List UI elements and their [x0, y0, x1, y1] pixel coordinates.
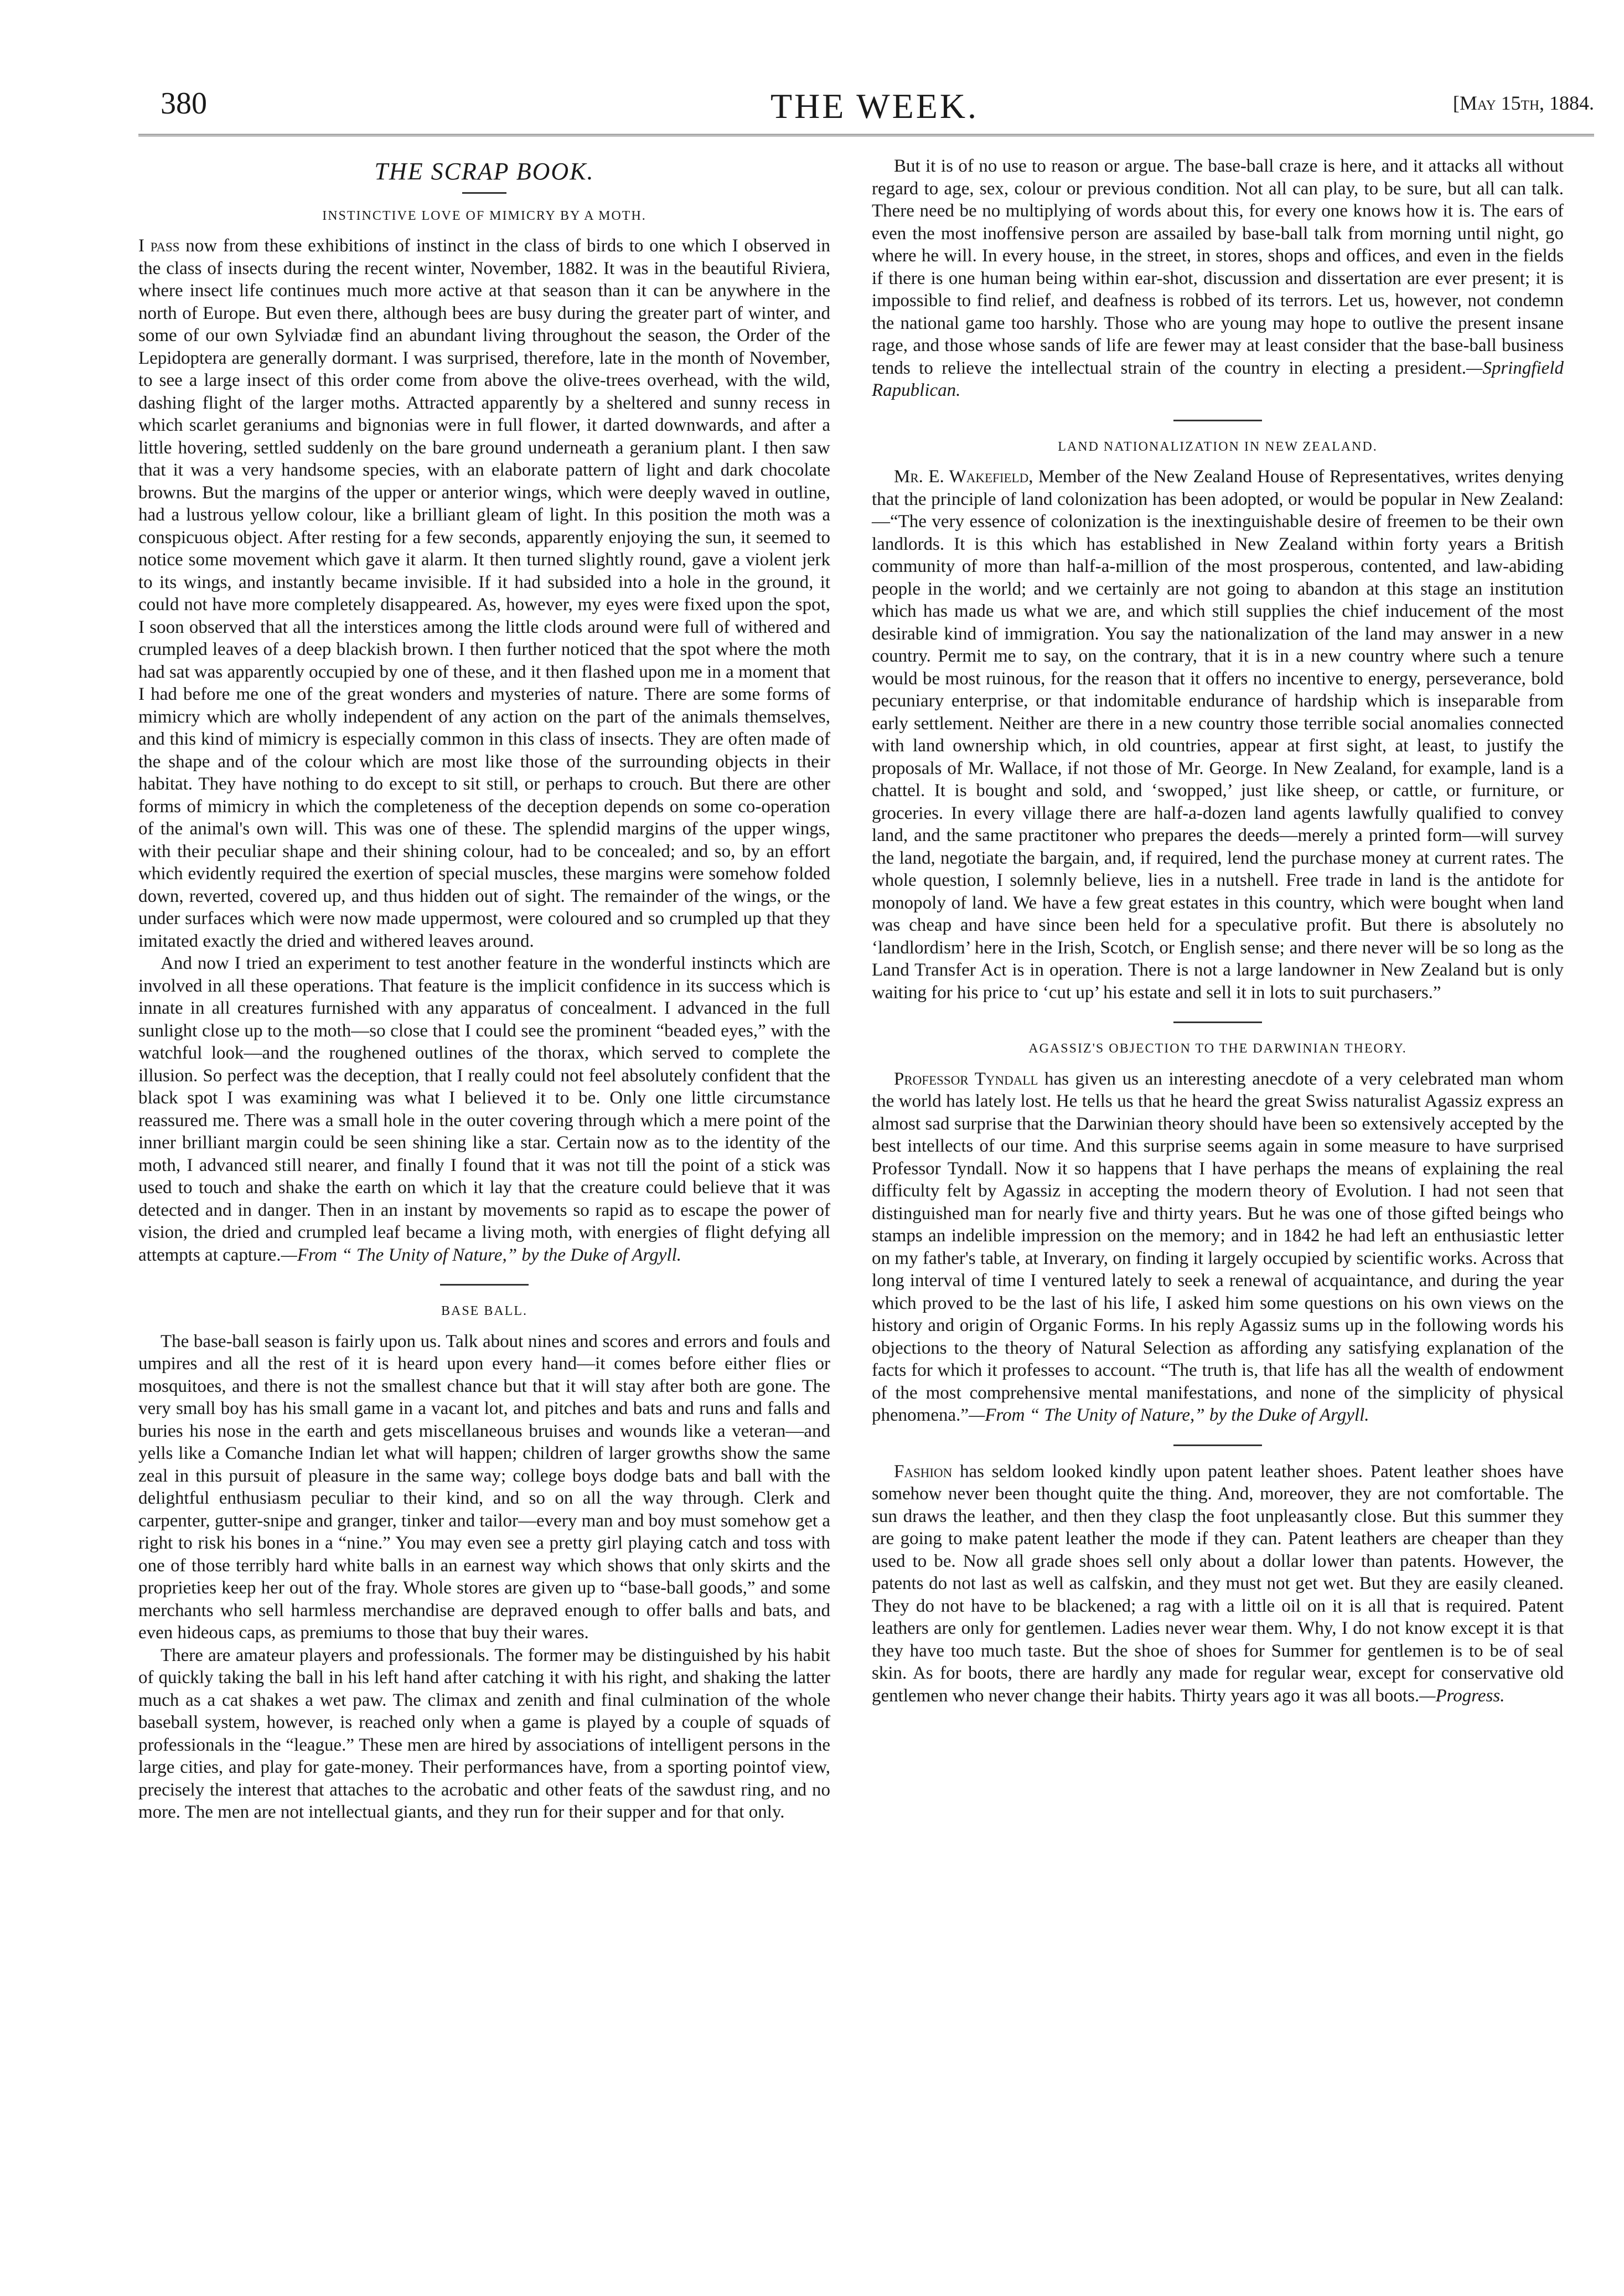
article-land: [872, 436, 1564, 1004]
title-rule: [462, 192, 506, 194]
source-citation: —From “ The Unity of Nature,” by the Duke of Argyll.: [969, 1405, 1369, 1425]
paragraph-text: And now I tried an experiment to test another feature in the wonderful instincts which are involved in all these operations. That feature is the implicit confidence in its success which is innate in all creatures furnished with any apparatus of concealment. I advanced in the full sunlight close up to the moth—so close that I could see the prominent “beaded eyes,” with the watchful look—and the roughened outlines of the thorax, which served to complete the illusion. So perfect was the deception, that I really could not feel absolutely confident that the black spot I was examining was what I believed it to be. Only one little circumstance reassured me. There was a small hole in the outer covering through which a mere point of the inner brilliant margin could be seen shining like a star. Certain now as to the identity of the moth, I advanced still nearer, and finally I found that it was not till the point of a stick was used to touch and shake the earth on which it lay that the creature could believe that it was detected and in danger. Then in an instant by movements so rapid as to escape the power of vision, the dried and crumpled leaf became a living moth, with energies of flight defying all attempts at capture.: [138, 953, 830, 1265]
article-paragraph: There are amateur players and professionals. The former may be distinguished by his habit of quickly taking the ball in his left hand after catching it with his right, and shaking the latter much as a cat shakes a wet paw. The climax and zenith and final culmination of the whole baseball system, however, is reached only when a game is played by a couple of squads of professionals in the “league.” These men are hired by associations of intelligent persons in the large cities, and play for gate-money. Their performances have, from a sporting pointof view, precisely the interest that attaches to the acrobatic and other feats of the sawdust ring, and no more. The men are not intellectual giants, and they run for their supper and for that only.: [138, 1645, 830, 1822]
article-paragraph: [872, 1068, 1564, 1427]
article-baseball-continued: [872, 155, 1564, 402]
lead-words: Professor Tyndall: [894, 1069, 1038, 1089]
article-heading: AGASSIZ'S OBJECTION TO THE DARWINIAN THEORY.: [1028, 1041, 1407, 1056]
paragraph-text: now from these exhibitions of instinct in the class of birds to one which I observed in the class of insects during the recent winter, November, 1882. It was in the beautiful Riviera, where insect life continues much more active at that season than it can be anywhere in the north of Europe. But even there, although bees are busy during the greater part of winter, and some of our own Sylviadæ find an abundant living throughout the season, the Order of the Lepidoptera are generally dormant. I was surprised, therefore, late in the month of November, to see a large insect of this order come from above the olive-trees overhead, with the wild, dashing flight of the larger moths. Attracted apparently by a sheltered and sunny recess in which scarlet geraniums and bignonias were in full flower, it darted downwards, and after a little hovering, settled suddenly on the bare ground underneath a geranium plant. I then saw that it was a very handsome species, with an elaborate pattern of light and dark chocolate browns. But the margins of the upper or anterior wings, which were deeply waved in outline, had a lustrous yellow colour, like a brilliant gleam of light. In this position the moth was a conspicuous object. After resting for a few seconds, apparently enjoying the sun, it seemed to notice some movement which gave it alarm. It then turned slightly round, gave a violent jerk to its wings, and instantly became invisible. If it had subsided into a hole in the ground, it could not have more completely disappeared. As, however, my eyes were fixed upon the spot, I soon observed that all the interstices among the little clods around were full of withered and crumpled leaves of a deep blackish brown. I then further noticed that the spot where the moth had sat was apparently occupied by one of these, and it then flashed upon me in a moment that I had before me one of the great wonders and mysteries of nature. There are some forms of mimicry which are wholly independent of any action on the part of the animals themselves, and this kind of mimicry is especially common in this class of insects. They are often made of the shape and of the colour which are most like those of the surrounding objects in their habitat. They have nothing to do except to sit still, or perhaps to crouch. But there are other forms of mimicry in which the completeness of the deception depends on some co-operation of the animal's own will. This was one of these. The splendid margins of the upper wings, with their peculiar shape and their shining colour, had to be concealed; and so, by an effort which evidently required the exertion of special muscles, these margins were somehow folded down, reverted, covered up, and thus hidden out of sight. The remainder of the wings, or the under surfaces which were now made uppermost, were coloured and so crumpled up that they imitated exactly the dried and withered leaves around.: [138, 236, 830, 951]
lead-words: Mr. E. Wakefield,: [894, 467, 1033, 487]
article-mimicry: [138, 205, 830, 1267]
paragraph-text: has given us an interesting anecdote of a very celebrated man whom the world has lately lost. He tells us that he heard the great Swiss naturalist Agassiz express an almost sad surprise that the Darwinian theory should have been so extensively accepted by the best intellects of our time. And this surprise seems again in some measure to have surprised Professor Tyndall. Now it so happens that I have perhaps the means of explaining the real difficulty felt by Agassiz in accepting the modern theory of Evolution. I had not seen that distinguished man for nearly five and thirty years. But he was one of those gifted beings who stamps an indelible impression on the memory; and in 1842 he had left an enthusiastic letter on my father's table, at Inverary, on finding it largely occupied by scientific works. Across that long interval of time I ventured lately to seek a renewal of acquaintance, and during the year which proved to be the last of his life, I asked him some questions on his own views on the history and origin of Organic Forms. In his reply Agassiz sums up in the following words his objections to the theory of Natural Selection as affording any satisfying explanation of the facts for which it professes to account. “The truth is, that life has all the wealth of endowment of the most comprehensive mental manifestations, and none of the simplicity of physical phenomena.”: [872, 1069, 1564, 1425]
source-citation: —Progress.: [1419, 1685, 1505, 1706]
left-column: [138, 155, 830, 1824]
article-fashion: [872, 1461, 1564, 1707]
article-heading: BASE BALL.: [441, 1304, 527, 1318]
article-heading: LAND NATIONALIZATION IN NEW ZEALAND.: [1058, 439, 1378, 454]
article-paragraph: [872, 155, 1564, 402]
section-title: THE SCRAP BOOK.: [374, 158, 594, 185]
paragraph-text: has seldom looked kindly upon patent leather shoes. Patent leather shoes have somehow never been thought quite the thing. And, moreover, they are not comfortable. The sun draws the leather, and then they clasp the foot unpleasantly close. But this summer they are going to make patent leather the mode if they can. Patent leathers are cheaper than they used to be. Now all grade shoes sell only about a dollar lower than patents. However, the patents do not last as well as calfskin, and they must not get wet. But they are easily cleaned. They do not have to be blackened; a rag with a little oil on it is all that is required. Patent leathers are only for gentlemen. Ladies never wear them. Why, I do not know except it is that they have too much taste. But the shoe of shoes for Summer for gentlemen is to be of seal skin. As for boots, there are hardly any made for regular wear, except for conservative old gentlemen who never change their habits. Thirty years ago it was all boots.: [872, 1461, 1564, 1706]
right-column: [872, 155, 1564, 1707]
source-citation: —From “ The Unity of Nature,” by the Duke of Argyll.: [281, 1245, 681, 1265]
paragraph-text: Member of the New Zealand House of Representatives, writes denying that the principle of land colonization has been adopted, or would be popular in New Zealand:—“The very essence of colonization is the inextinguishable desire of freemen to be their own landlords. It is this which has established in New Zealand within forty years a British community of more than half-a-million of the most prosperous, contented, and law-abiding people in the world; and we certainly are not going to abandon at this stage an institution which has made us what we are, and which still supplies the chief inducement of the most desirable kind of immigration. You say the nationalization of the land may answer in a new country. Permit me to say, on the contrary, that it is in a new country where such a tenure would be most ruinous, for the reason that it offers no incentive to energy, perseverance, bold pecuniary enterprise, or that indomitable endurance of hardship which is inseparable from early settlement. Neither are there in a new country those terrible social anomalies connected with land ownership which, in old countries, appear at first sight, at least, to justify the proposals of Mr. Wallace, if not those of Mr. George. In New Zealand, for example, land is a chattel. It is bought and sold, and ‘swopped,’ just like sheep, or cattle, or furniture, or groceries. In every village there are half-a-dozen land agents lawfully qualified to convey land, and the same practitoner who prepares the deeds—merely a printed form—will survey the land, negotiate the bargain, and, if required, lend the purchase money at current rates. The whole question, I solemnly believe, lies in a nutshell. Free trade in land is the antidote for monopoly of land. We have a few great estates in this country, which were bought when land was cheap and have since been held for a speculative profit. But there is absolutely no ‘landlordism’ here in the Irish, Scotch, or English sense; and there never will be so long as the Land Transfer Act is in operation. There is not a large landowner in New Zealand but is only waiting for his price to ‘cut up’ his estate and sell it in lots to suit purchasers.”: [872, 467, 1564, 1003]
header-rule: [138, 134, 1594, 136]
article-paragraph: The base-ball season is fairly upon us. Talk about nines and scores and errors and fouls and umpires and all the rest of it is heard upon every hand—it comes before either flies or mosquitoes, and there is not the smallest chance but that it will stay after both are gone. The very small boy has his small game in a vacant lot, and pitches and bats and runs and falls and buries his nose in the earth and gets miscellaneous bruises and wounds like a veteran—and yells like a Comanche Indian let what will happen; children of larger growths show the same zeal in this pursuit of pleasure in the same way; college boys dodge bats and ball with the delightful enthusiasm peculiar to their kind, and so on all the way through. Clerk and carpenter, gutter-snipe and granger, tinker and tailor—every man and boy must somehow get a right to risk his bones in a “nine.” You may even see a pretty girl playing catch and toss with one of those terribly hard white balls in an earnest way which shows that only skirts and the proprieties keep her out of the fray. Whole stores are given up to “base-ball goods,” and some merchants who sell harmless merchandise are depraved enough to offer balls and bats, and even hideous caps, as premiums to those that buy their wares.: [138, 1331, 830, 1643]
issue-date: [May 15th, 1884.: [1452, 92, 1594, 114]
article-paragraph: [872, 466, 1564, 1004]
article-paragraph: [138, 952, 830, 1266]
article-heading: INSTINCTIVE LOVE OF MIMICRY BY A MOTH.: [322, 208, 647, 223]
page-header: [155, 86, 1594, 130]
article-separator: [1173, 1021, 1262, 1023]
article-baseball: [138, 1300, 830, 1824]
paragraph-text: But it is of no use to reason or argue. The base-ball craze is here, and it attacks all without regard to age, sex, colour or previous condition. Not all can play, to be sure, but all can talk. There need be no multiplying of words about this, for every one knows how it is. The ears of even the most inoffensive person are assailed by base-ball talk from morning until night, go where he will. In every house, in the street, in stores, shops and offices, and even in the fields if there is one human being within ear-shot, discussion and dissertation are ever present; it is impossible to find relief, and deafness is robbed of its terrors. Let us, however, not condemn the national game too harshly. Those who are young may hope to outlive the present insane rage, and those whose sands of life are fewer may at least consider that the base-ball business tends to relieve the intellectual strain of the country in electing a president.: [872, 156, 1564, 378]
article-separator: [1173, 420, 1262, 421]
article-separator: [1173, 1444, 1262, 1446]
lead-words: I pass: [138, 236, 180, 256]
article-paragraph: [138, 235, 830, 952]
article-agassiz: [872, 1038, 1564, 1427]
article-separator: [440, 1284, 529, 1286]
article-paragraph: [872, 1461, 1564, 1707]
source-citation: —Springfield Rapublican.: [872, 358, 1564, 400]
page-number: 380: [161, 86, 207, 121]
masthead: THE WEEK.: [770, 86, 979, 126]
lead-words: Fashion: [894, 1461, 953, 1482]
